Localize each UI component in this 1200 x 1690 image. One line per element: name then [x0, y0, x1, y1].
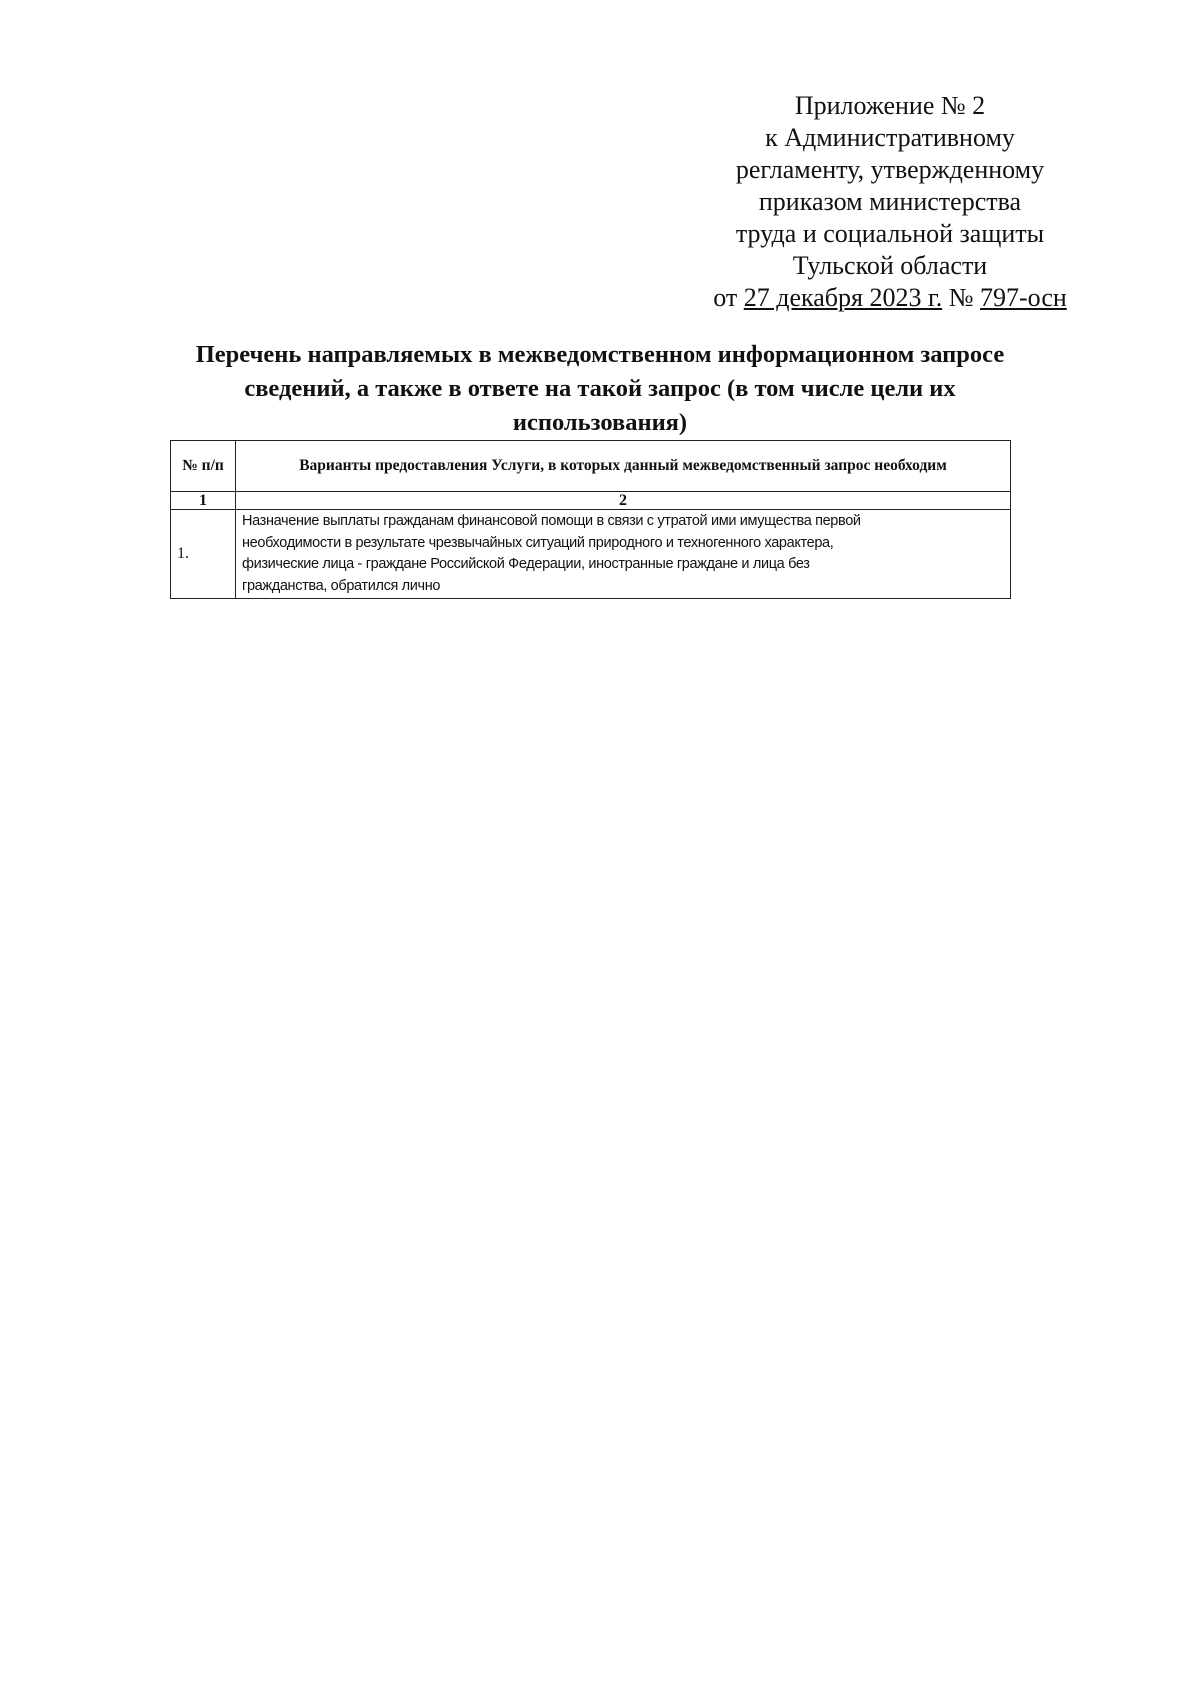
- variant-line: Назначение выплаты гражданам финансовой помощи в связи с утратой ими имущества первой: [242, 513, 861, 529]
- title-line: Перечень направляемых в межведомственном информационном запросе: [195, 341, 1005, 368]
- variant-line: физические лица - граждане Российской Федерации, иностранные граждане и лица без: [242, 556, 810, 572]
- date-prefix: от: [713, 283, 738, 312]
- header-number: № п/п: [171, 441, 236, 492]
- table-row: [171, 510, 1011, 599]
- row-variant: [236, 510, 1011, 599]
- column-number: 2: [236, 492, 1011, 510]
- table-header-row: [171, 441, 1011, 492]
- row-number: 1.: [171, 510, 236, 599]
- appendix-header: [700, 90, 1080, 314]
- requests-table: [170, 440, 1011, 599]
- column-number: 1: [171, 492, 236, 510]
- appendix-line: Приложение № 2: [794, 91, 986, 120]
- appendix-line: Тульской области: [792, 251, 988, 280]
- appendix-line: к Административному: [765, 123, 1015, 152]
- number-prefix: №: [948, 283, 974, 312]
- appendix-date-line: [700, 282, 1080, 314]
- appendix-line: приказом министерства: [758, 187, 1022, 216]
- title-line: использования): [512, 409, 688, 436]
- column-number-row: [171, 492, 1011, 510]
- header-variants: Варианты предоставления Услуги, в которых данный межведомственный запрос необходим: [236, 441, 1011, 492]
- document-title: [150, 338, 1050, 440]
- variant-line: гражданства, обратился лично: [242, 577, 441, 594]
- order-date: 27 декабря 2023 г.: [743, 283, 943, 312]
- title-line: сведений, а также в ответе на такой запрос (в том числе цели их: [244, 375, 956, 402]
- appendix-line: регламенту, утвержденному: [735, 155, 1045, 184]
- appendix-line: труда и социальной защиты: [735, 219, 1045, 248]
- order-number: 797-осн: [980, 283, 1067, 312]
- variant-line: необходимости в результате чрезвычайных ситуаций природного и техногенного характера,: [242, 534, 834, 551]
